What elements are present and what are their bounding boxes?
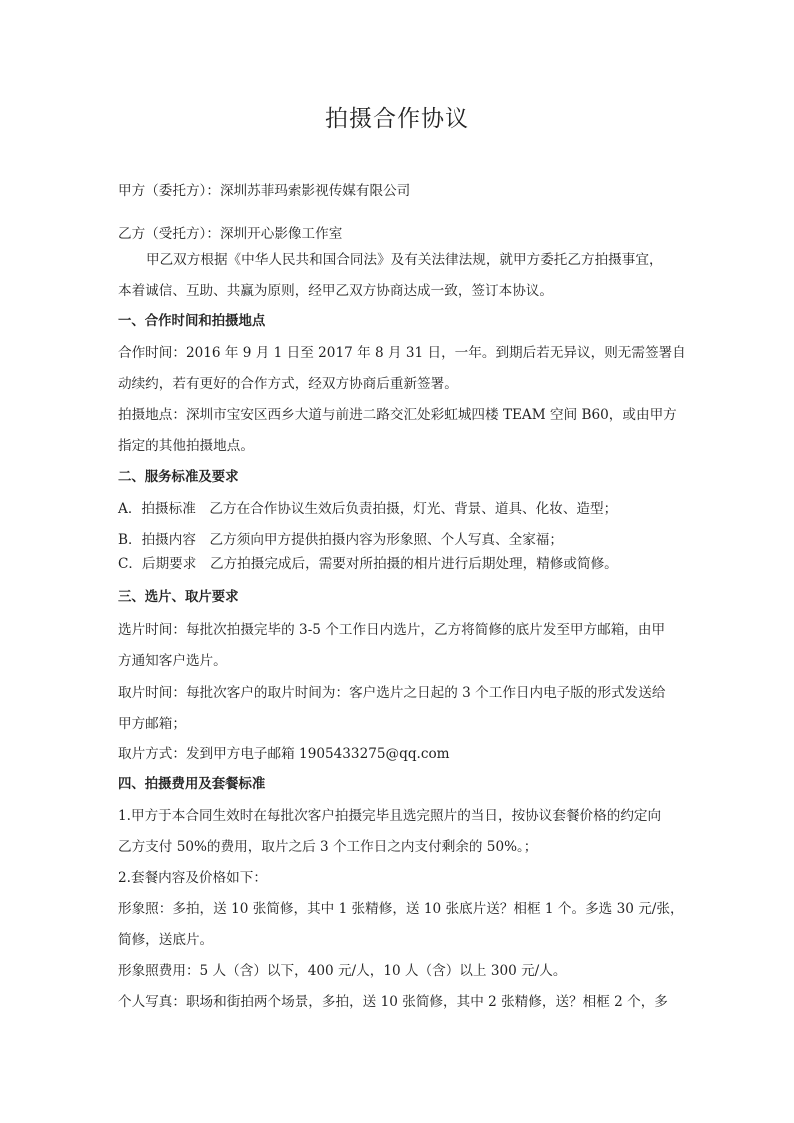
intro-line: 本着诚信、互助、共赢为原则，经甲乙双方协商达成一致，签订本协议。 xyxy=(118,283,553,299)
section-line: 动续约，若有更好的合作方式，经双方协商后重新签署。 xyxy=(118,376,458,392)
section-line: 乙方支付 50%的费用，取片之后 3 个工作日之内支付剩余的 50%。； xyxy=(118,839,538,855)
section-line: B．拍摄内容 乙方须向甲方提供拍摄内容为形象照、个人写真、全家福； xyxy=(118,532,563,548)
section-heading: 二、服务标准及要求 xyxy=(118,470,239,485)
section-line: 合作时间：2016 年 9 月 1 日至 2017 年 8 月 31 日，一年。到期后若无异议，则无需签署自 xyxy=(118,345,686,361)
section-line: 2.套餐内容及价格如下： xyxy=(118,870,267,886)
section-line: 取片方式：发到甲方电子邮箱 1905433275@qq.com xyxy=(118,746,450,762)
section-heading: 三、选片、取片要求 xyxy=(118,590,239,605)
section-line: 选片时间：每批次拍摄完毕的 3-5 个工作日内选片，乙方将简修的底片发至甲方邮箱，由甲 xyxy=(118,622,666,638)
section-line: 指定的其他拍摄地点。 xyxy=(118,438,254,454)
section-line: 方通知客户选片。 xyxy=(118,653,227,669)
section-line: 甲方邮箱； xyxy=(118,716,186,732)
section-line: A．拍摄标准 乙方在合作协议生效后负责拍摄，灯光、背景、道具、化妆、造型； xyxy=(118,501,618,517)
section-heading: 一、合作时间和拍摄地点 xyxy=(118,314,266,329)
section-line: 形象照：多拍，送 10 张简修，其中 1 张精修，送 10 张底片送？相框 1 个。多选 30 元/张， xyxy=(118,901,684,917)
intro-line: 甲乙双方根据《中华人民共和国合同法》及有关法律法规，就甲方委托乙方拍摄事宜， xyxy=(146,252,663,268)
section-line: 形象照费用：5 人（含）以下，400 元/人，10 人（含）以上 300 元/人。 xyxy=(118,963,567,979)
section-line: 取片时间：每批次客户的取片时间为：客户选片之日起的 3 个工作日内电子版的形式发送给 xyxy=(118,685,666,701)
party-a: 甲方（委托方）：深圳苏菲玛索影视传媒有限公司 xyxy=(118,183,411,199)
document-title: 拍摄合作协议 xyxy=(325,106,469,132)
section-line: 简修，送底片。 xyxy=(118,932,214,948)
section-heading: 四、拍摄费用及套餐标准 xyxy=(118,777,266,792)
section-line: C．后期要求 乙方拍摄完成后，需要对所拍摄的相片进行后期处理，精修或简修。 xyxy=(118,556,618,572)
section-line: 1.甲方于本合同生效时在每批次客户拍摄完毕且选完照片的当日，按协议套餐价格的约定向 xyxy=(118,808,662,824)
section-line: 个人写真：职场和街拍两个场景，多拍，送 10 张简修，其中 2 张精修，送？相框 2 个，多 xyxy=(118,994,668,1010)
section-line: 拍摄地点：深圳市宝安区西乡大道与前进二路交汇处彩虹城四楼 TEAM 空间 B60，或由甲方 xyxy=(118,407,677,423)
party-b: 乙方（受托方）：深圳开心影像工作室 xyxy=(118,226,343,242)
